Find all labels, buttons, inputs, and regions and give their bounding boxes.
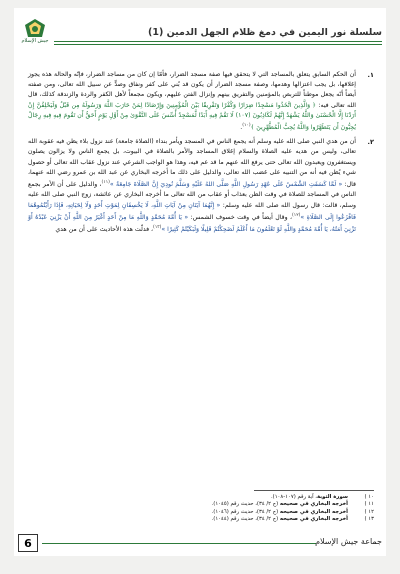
footnote-detail: (ج ٢/ ٣٤)، حديث رقم (١٠٤٥). [211, 501, 280, 508]
page-footer [14, 534, 386, 552]
emblem-icon [24, 18, 46, 38]
paragraph-text: ، وقال أيضاً في وقت خسوف الشمس: [188, 213, 293, 221]
paragraph-text: أن من هدي النبي صلى الله عليه وسلم أنه يجمع الناس في المسجد ويأمر بنداء (الصلاة جامعة) عند نزول بلاء يظن فيه عقوبة الله تعالى، وليس من هديه عليه الصلاة والسلام إغلاق المساجد والأمر بالصلاة في البيوت، بل يجمع الناس ولا يزالون يصلون ويستغفرون ويعبدون الله تعالى حتى يرفع الله عنهم ما قد عم فيه، وهذا هو الواجب الشرعي عند نزول عقاب الله تعالى أو حصول شيء يُظن فيه أنه من التنبيه على غضب الله تعالى، والدليل على ذلك ما أخرجه البخاري عن عبد الله بن عمرو رضي الله عنهما، قال: [28, 138, 356, 189]
paragraph-number: ٢. [367, 138, 374, 147]
footnote-number: ١٢ ) [364, 508, 374, 515]
paragraph-text: أن الحكم السابق يتعلق بالمساجد التي لا يتحقق فيها صفة مسجد الضرار، فأمّا إن كان من مساجد الضرار، فإنّه والحالة هذه يجوز إغلاقها، بل يجب اعتزالها وهدمها، وصفة مسجد الضرار أن يكون قد بُني على كفر ونفاق وصدٍّ عن سبيل الله تعالى، ومن صفته أيضاً أنّه يجعل موطناً للتربص بالمؤمنين والتفريق بينهم وإنزال الفتن عليهم، ويكون مجمعاً لأهل الكفر والردة والزندقة كذلك، قال الله تعالى فيه: [28, 71, 356, 109]
page-number: 6 [18, 534, 38, 552]
footnote [28, 501, 374, 508]
paragraph-text: ، والدليل على أن الأمر بجمع الناس في المساجد للصلاة في وقت الظن بعذاب أو عقاب من الله تعالى ما أخرجه البخاري عن عائشة، زوج النبي صلى الله عليه وسلم، قالت: قال رسول الله صلى الله عليه وسلم: [28, 181, 356, 209]
header-divider [54, 41, 382, 42]
footnote-number: ١٠ ) [364, 494, 374, 500]
footnote-divider [254, 490, 374, 491]
paragraph-text: ، فدلّت هذه الأحاديث على أن من هدي [55, 226, 154, 234]
paragraph-number: ١. [367, 71, 374, 79]
hadith-text: « يَا أُمَّةَ مُحَمَّدٍ وَاللَّهِ مَا مِنْ أَحَدٍ أَغْيَرُ مِنَ اللَّهِ أَنْ يَزْنِيَ عَبْدُهُ أَوْ تَزْنِيَ أَمَتُهُ، يَا أُمَّةَ مُحَمَّدٍ وَاللَّهِ لَوْ تَعْلَمُونَ مَا أَعْلَمُ لَضَحِكْتُمْ قَلِيلًا وَلَبَكَيْتُمْ كَثِيرًا » [28, 213, 356, 234]
footnote-ref: (١٠) [242, 123, 251, 129]
footnote-ref: (١٢) [292, 212, 301, 218]
footnote-number: ١٣ ) [364, 515, 374, 522]
footnote-source: أخرجه البخاري في صحيحه [279, 508, 348, 515]
footnote-ref: (١١) [101, 180, 110, 186]
footnote-source: أخرجه البخاري في صحيحه [279, 501, 348, 508]
footnote-detail: (ج ٢/ ٣٤)، حديث رقم (١٠٤٦). [211, 508, 280, 515]
page-header [14, 18, 386, 48]
hadith-text: « إِنَّهُمَا آيَتَانِ مِنْ آيَاتِ اللَّهِ، لَا يَخْسِفَانِ لِمَوْتِ أَحَدٍ وَلَا لِحَيَاتِهِ، فَإِذَا رَأَيْتُمُوهُمَا فَافْزَعُوا إِلَى الصَّلَاةِ » [28, 201, 356, 221]
footnote-ref: (١٣) [153, 225, 162, 231]
logo-text: جيش الإسلام [21, 38, 49, 44]
logo [18, 18, 52, 48]
header-title: سلسلة نور اليمين في دمغ ظلام الجهل الدمين (1) [147, 27, 382, 38]
footnotes [28, 494, 374, 523]
footnote-detail: ، آية رقم (١٠٧-١٠٨). [270, 494, 317, 500]
header-divider-thin [54, 44, 382, 45]
footer-text: جماعة جيش الإسلام [315, 537, 382, 546]
document-page [14, 8, 386, 556]
footnote-number: ١١ ) [364, 501, 374, 508]
footnote-detail: (ج ٢/ ٣٤)، حديث رقم (١٠٤٤). [211, 515, 280, 522]
paragraph [28, 137, 374, 235]
footnote [28, 509, 374, 516]
footer-divider [42, 543, 316, 544]
footnote-source: سورة التوبة [316, 494, 348, 500]
footnote [28, 516, 374, 523]
paragraph [28, 70, 374, 133]
main-content [28, 70, 374, 239]
hadith-text: « لَمَّا كَسَفَتِ الشَّمْسُ عَلَى عَهْدِ رَسُولِ اللَّهِ صَلَّى اللهُ عَلَيْهِ وَسَلَّمَ نُودِيَ إِنَّ الصَّلَاةَ جَامِعَةٌ » [109, 181, 343, 189]
paragraph-text: . [240, 124, 243, 132]
quran-verse: ﴿ وَالَّذِينَ اتَّخَذُوا مَسْجِدًا ضِرَارًا وَكُفْرًا وَتَفْرِيقًا بَيْنَ الْمُؤْمِنِينَ وَإِرْصَادًا لِمَنْ حَارَبَ اللَّهَ وَرَسُولَهُ مِن قَبْلُ وَلَيَحْلِفُنَّ إِنْ أَرَدْنَا إِلَّا الْحُسْنَىٰ وَاللَّهُ يَشْهَدُ إِنَّهُمْ لَكَاذِبُونَ (١٠٧) لَا تَقُمْ فِيهِ أَبَدًا لَّمَسْجِدٌ أُسِّسَ عَلَى التَّقْوَىٰ مِنْ أَوَّلِ يَوْمٍ أَحَقُّ أَن تَقُومَ فِيهِ فِيهِ رِجَالٌ يُحِبُّونَ أَن يَتَطَهَّرُوا وَاللَّهُ يُحِبُّ الْمُطَّهِّرِينَ ﴾ [28, 101, 356, 132]
footnote-source: أخرجه البخاري في صحيحه [279, 515, 348, 522]
